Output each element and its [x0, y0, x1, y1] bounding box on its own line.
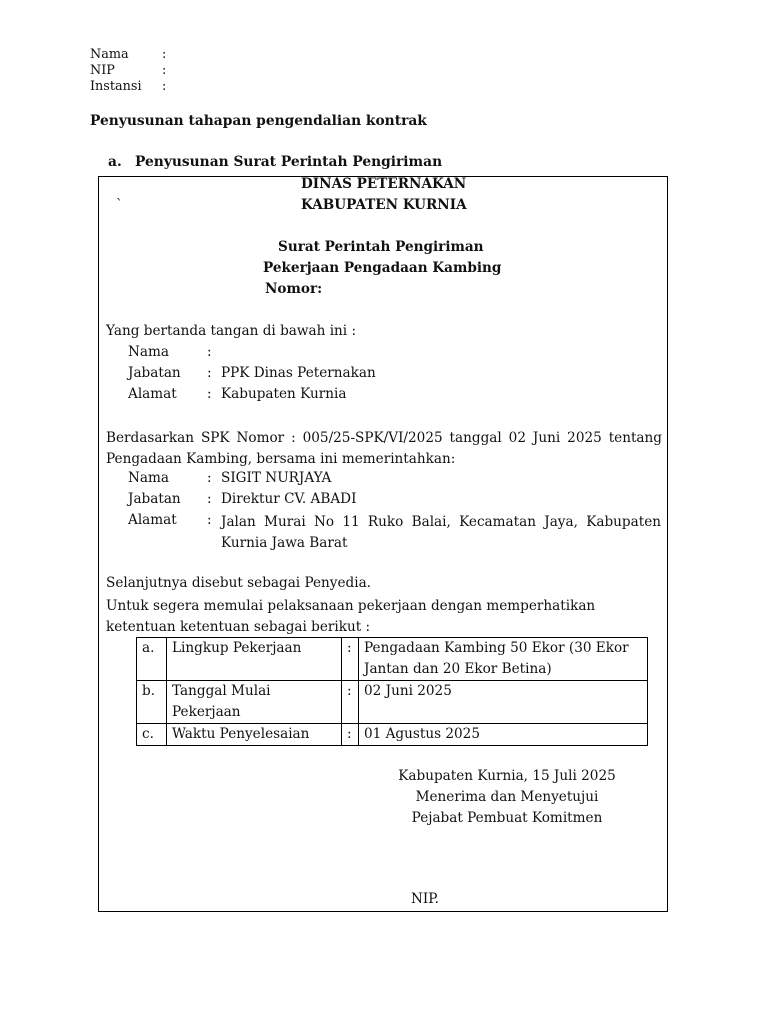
term-value: Pengadaan Kambing 50 Ekor (30 Ekor Jantan dan 20 Ekor Betina) — [359, 638, 648, 681]
signature-place-date: Kabupaten Kurnia, 15 Juli 2025 — [398, 768, 616, 784]
letter-number-label: Nomor: — [265, 281, 323, 297]
signer-address-value: Kabupaten Kurnia — [221, 386, 347, 402]
provider-name-label: Nama — [128, 470, 169, 486]
term-value: 02 Juni 2025 — [359, 681, 648, 724]
provider-address-colon: : — [207, 512, 212, 528]
term-item: Lingkup Pekerjaan — [167, 638, 342, 681]
signer-position-value: PPK Dinas Peternakan — [221, 365, 376, 381]
signature-nip-label: NIP. — [411, 891, 439, 907]
table-row — [137, 681, 648, 724]
term-colon: : — [342, 638, 359, 681]
subsection-title: Penyusunan Surat Perintah Pengiriman — [135, 154, 443, 170]
signer-position-colon: : — [207, 365, 212, 381]
header-instansi-label: Instansi — [90, 79, 142, 94]
signature-block — [360, 766, 654, 829]
instruction-paragraph: Untuk segera memulai pelaksanaan pekerjaan dengan memperhatikan ketentuan ketentuan sebagai berikut : — [106, 598, 596, 635]
term-marker: a. — [137, 638, 167, 681]
signature-approval: Menerima dan Menyetujui — [415, 789, 599, 805]
letter-subject: Pekerjaan Pengadaan Kambing — [263, 260, 502, 276]
provider-position-label: Jabatan — [128, 491, 181, 507]
letter-regency: KABUPATEN KURNIA — [301, 197, 467, 213]
provider-name-value: SIGIT NURJAYA — [221, 470, 332, 486]
header-name-colon: : — [162, 47, 167, 62]
term-value: 01 Agustus 2025 — [359, 724, 648, 746]
section-title: Penyusunan tahapan pengendalian kontrak — [90, 113, 427, 129]
signer-name-label: Nama — [128, 344, 169, 360]
provider-name-colon: : — [207, 470, 212, 486]
header-name-label: Nama — [90, 47, 129, 62]
term-marker: c. — [137, 724, 167, 746]
term-colon: : — [342, 681, 359, 724]
table-row — [137, 638, 648, 681]
letter-title: Surat Perintah Pengiriman — [278, 239, 484, 255]
term-colon: : — [342, 724, 359, 746]
provider-address-value: Jalan Murai No 11 Ruko Balai, Kecamatan Jaya, Kabupaten Kurnia Jawa Barat — [221, 514, 661, 551]
letter-intro: Yang bertanda tangan di bawah ini : — [106, 323, 357, 339]
provider-position-value: Direktur CV. ABADI — [221, 491, 357, 507]
subsection-marker: a. — [108, 154, 122, 170]
signer-address-colon: : — [207, 386, 212, 402]
table-row — [137, 724, 648, 746]
header-instansi-colon: : — [162, 79, 167, 94]
letter-agency: DINAS PETERNAKAN — [301, 176, 467, 192]
signature-role: Pejabat Pembuat Komitmen — [411, 810, 603, 826]
terms-table — [136, 637, 648, 746]
header-nip-label: NIP — [90, 63, 115, 78]
term-marker: b. — [137, 681, 167, 724]
term-item: Waktu Penyelesaian — [167, 724, 342, 746]
signer-position-label: Jabatan — [128, 365, 181, 381]
header-nip-colon: : — [162, 63, 167, 78]
term-item: Tanggal Mulai Pekerjaan — [167, 681, 342, 724]
letter-mark: ` — [116, 197, 123, 213]
referred-as-text: Selanjutnya disebut sebagai Penyedia. — [106, 575, 372, 591]
signer-address-label: Alamat — [128, 386, 177, 402]
signer-name-colon: : — [207, 344, 212, 360]
provider-position-colon: : — [207, 491, 212, 507]
provider-address-label: Alamat — [128, 512, 177, 528]
basis-paragraph: Berdasarkan SPK Nomor : 005/25-SPK/VI/2025 tanggal 02 Juni 2025 tentang Pengadaan Kambing, bersama ini memerintahkan: — [106, 430, 662, 467]
